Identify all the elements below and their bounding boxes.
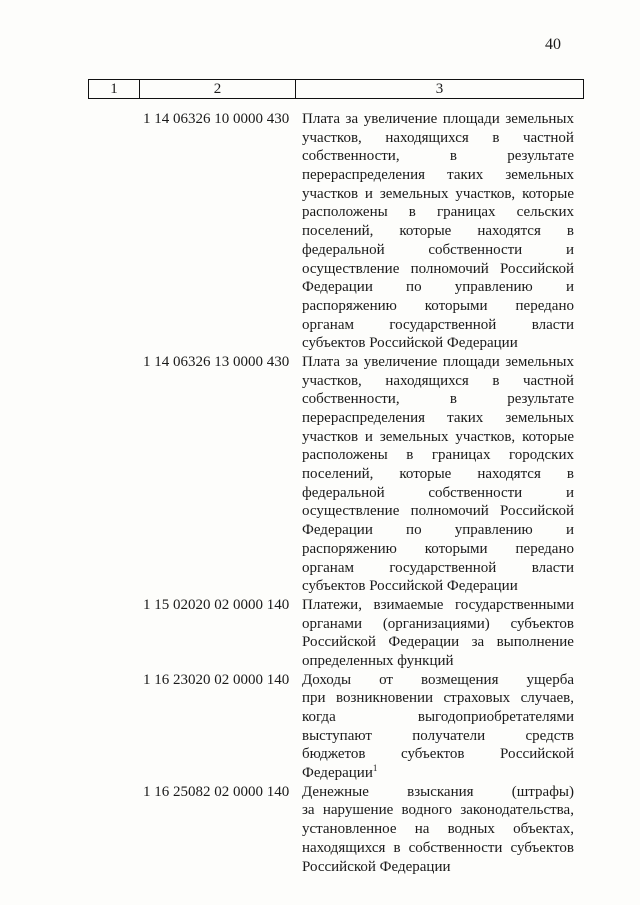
header-col-1: 1: [89, 80, 140, 98]
table-header: [88, 79, 584, 99]
description-line: Федерации по управлению и: [302, 522, 574, 539]
page-number: 40: [545, 36, 561, 53]
description-line: распоряжению которыми передано: [302, 297, 574, 314]
revenue-code: 1 14 06326 10 0000 430: [143, 111, 290, 127]
revenue-description: [302, 596, 574, 671]
description-line: Доходы от возмещения ущерба: [302, 671, 574, 688]
description-line: Российской Федерации за выполнение: [302, 634, 574, 651]
table-row: [88, 783, 584, 876]
description-line: распоряжению которыми передано: [302, 540, 574, 557]
revenue-description: [302, 671, 574, 783]
description-line: перераспределения таких земельных: [302, 167, 574, 184]
description-line: при возникновении страховых случаев,: [302, 690, 574, 707]
description-line: Российской Федерации: [302, 858, 451, 875]
description-line: выступают получатели средств: [302, 727, 574, 744]
table-row: [88, 671, 584, 783]
description-line: когда выгодоприобретателями: [302, 709, 574, 725]
description-line: Федерации$^1$: [302, 763, 378, 782]
description-line: Платежи, взимаемые государственными: [302, 596, 574, 613]
description-line: органами (организациями) субъектов: [302, 615, 574, 632]
revenue-code: 1 16 23020 02 0000 140: [143, 671, 290, 688]
description-line: определенных функций: [302, 652, 454, 669]
header-col-3: 3: [435, 80, 444, 97]
description-line: поселений, которые находятся в: [302, 223, 574, 240]
revenue-description: [302, 353, 574, 596]
table-body: [88, 110, 584, 876]
description-line: собственности, в результате: [302, 391, 574, 408]
table-row: [88, 596, 584, 671]
description-line: участков, находящихся в частной: [302, 129, 574, 146]
description-line: бюджетов субъектов Российской: [302, 746, 574, 763]
description-line: за нарушение водного законодательства,: [302, 802, 574, 819]
description-line: Федерации по управлению и: [302, 279, 574, 296]
footnote-marker: 1: [372, 763, 378, 774]
description-line: Денежные взыскания (штрафы): [302, 783, 574, 800]
table-row: [88, 110, 584, 353]
description-line: субъектов Российской Федерации: [302, 335, 518, 352]
table-row: [88, 353, 584, 596]
description-line: федеральной собственности и: [302, 241, 574, 258]
description-line: осуществление полномочий Российской: [302, 260, 574, 277]
revenue-description: [302, 783, 574, 876]
description-line: установленное на водных объектах,: [302, 821, 574, 838]
description-line: поселений, которые находятся в: [302, 466, 574, 483]
revenue-code: 1 15 02020 02 0000 140: [143, 596, 290, 613]
description-line: расположены в границах сельских: [302, 204, 574, 221]
description-line: Плата за увеличение площади земельных: [302, 353, 574, 370]
description-line: участков и земельных участков, которые: [302, 428, 574, 445]
description-line: участков, находящихся в частной: [302, 372, 574, 389]
revenue-description: [302, 110, 574, 353]
description-line: перераспределения таких земельных: [302, 410, 574, 426]
description-line: участков и земельных участков, которые: [302, 185, 574, 202]
description-line: осуществление полномочий Российской: [302, 503, 574, 520]
header-col-2: 2: [140, 80, 296, 98]
description-line: органам государственной власти: [302, 316, 574, 333]
description-line: органам государственной власти: [302, 559, 574, 576]
description-line: расположены в границах городских: [302, 447, 574, 464]
description-line: субъектов Российской Федерации: [302, 578, 518, 595]
description-line: собственности, в результате: [302, 148, 574, 165]
description-line: находящихся в собственности субъектов: [302, 839, 574, 856]
description-line: Плата за увеличение площади земельных: [302, 111, 574, 127]
revenue-code: 1 14 06326 13 0000 430: [143, 353, 290, 370]
revenue-code: 1 16 25082 02 0000 140: [143, 783, 290, 800]
description-line: федеральной собственности и: [302, 484, 574, 501]
